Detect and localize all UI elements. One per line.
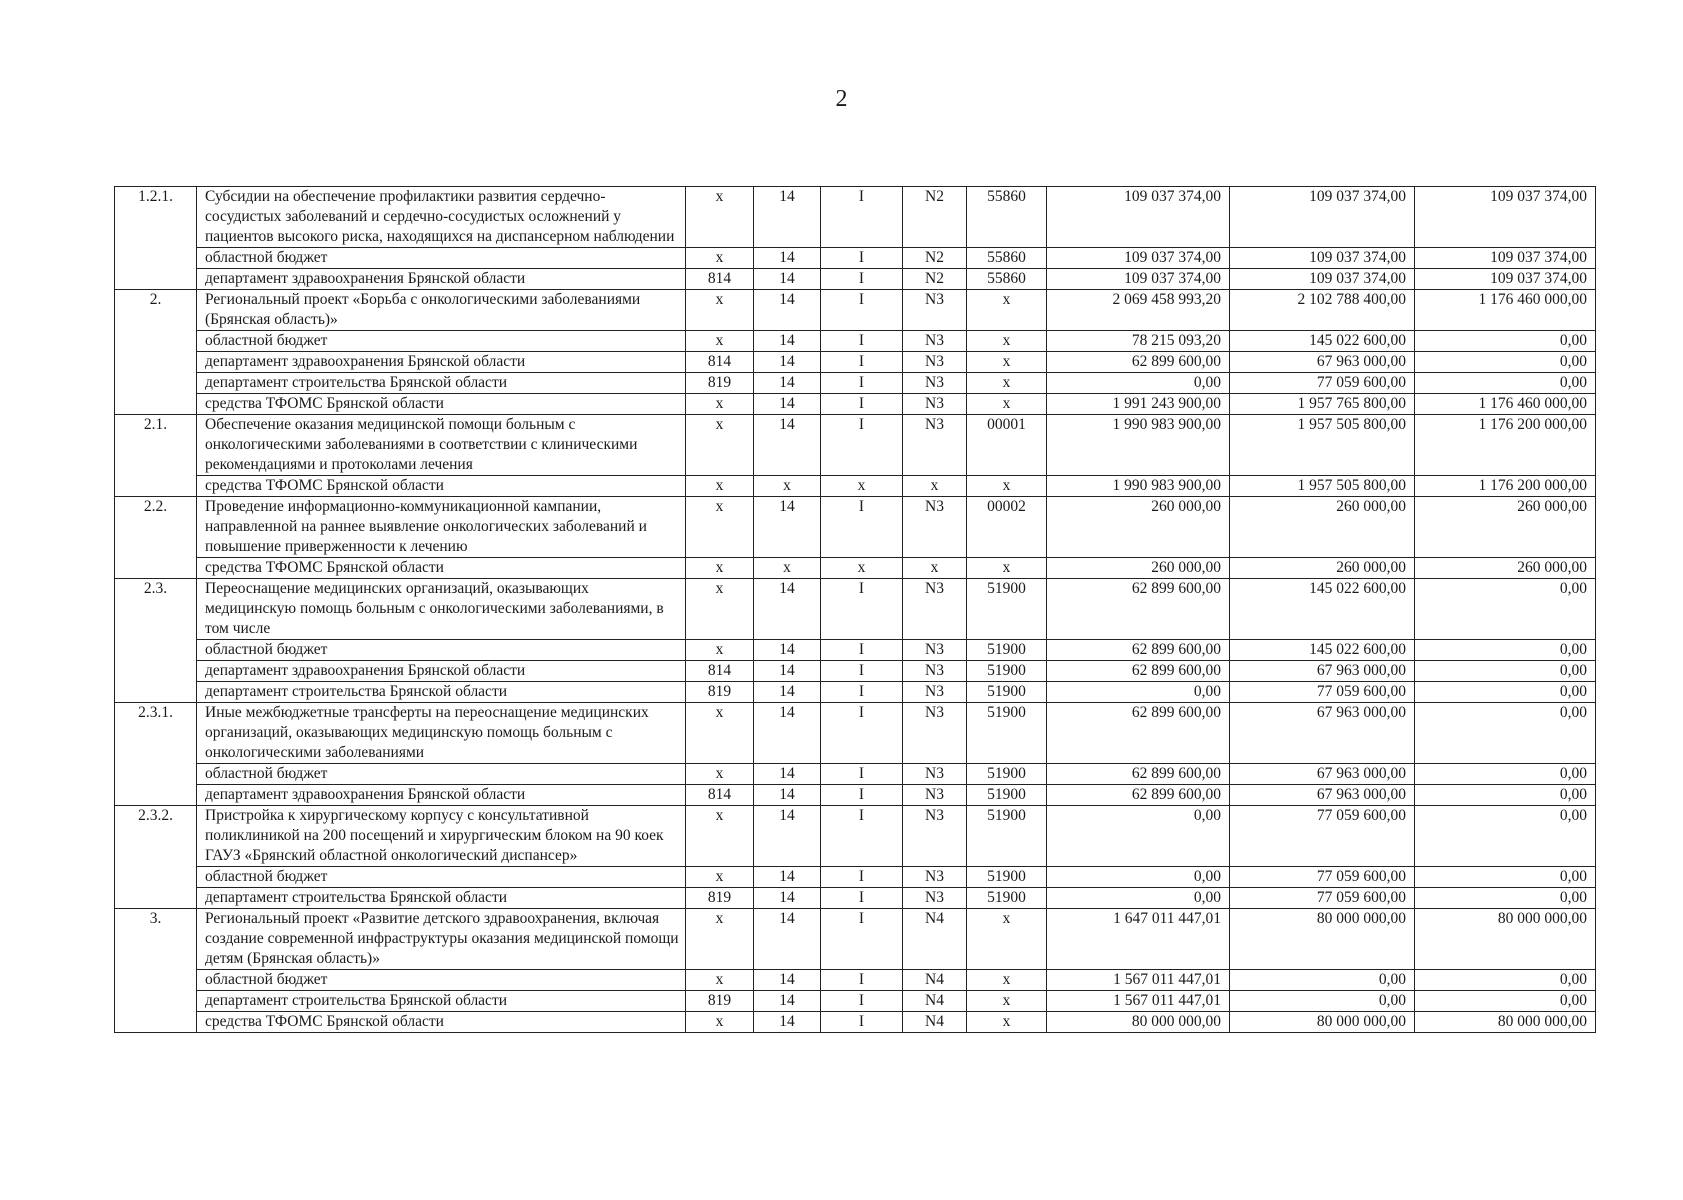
program-code-cell: I	[821, 497, 903, 558]
project-code-cell: N4	[903, 909, 967, 970]
table-row	[115, 867, 1596, 888]
section-code-cell: 14	[754, 970, 821, 991]
program-code-cell: I	[821, 331, 903, 352]
section-code-cell: 14	[754, 269, 821, 290]
direction-code-cell: 51900	[967, 806, 1047, 867]
direction-code-cell: х	[967, 352, 1047, 373]
program-code-cell: I	[821, 991, 903, 1012]
project-code-cell: N3	[903, 415, 967, 476]
item-number-cell: 2.3.1.	[115, 703, 197, 806]
amount-year3-cell: 1 176 460 000,00	[1415, 290, 1596, 331]
section-code-cell: 14	[754, 785, 821, 806]
section-code-cell: 14	[754, 352, 821, 373]
amount-year2-cell: 145 022 600,00	[1230, 640, 1415, 661]
gr-code-cell: х	[686, 579, 754, 640]
section-code-cell: 14	[754, 394, 821, 415]
table-row	[115, 331, 1596, 352]
gr-code-cell: х	[686, 640, 754, 661]
amount-year2-cell: 0,00	[1230, 991, 1415, 1012]
table-row	[115, 269, 1596, 290]
amount-year3-cell: 260 000,00	[1415, 497, 1596, 558]
direction-code-cell: 51900	[967, 682, 1047, 703]
gr-code-cell: х	[686, 558, 754, 579]
item-name-cell: Проведение информационно-коммуникационной кампании, направленной на раннее выявление онкологических заболеваний и повышение приверженности к лечению	[197, 497, 686, 558]
program-code-cell: I	[821, 394, 903, 415]
direction-code-cell: 00002	[967, 497, 1047, 558]
project-code-cell: N4	[903, 1012, 967, 1033]
amount-year1-cell: 1 647 011 447,01	[1047, 909, 1230, 970]
section-code-cell: 14	[754, 331, 821, 352]
item-number-cell: 2.	[115, 290, 197, 415]
section-code-cell: 14	[754, 290, 821, 331]
item-name-cell: областной бюджет	[197, 331, 686, 352]
project-code-cell: N3	[903, 785, 967, 806]
amount-year2-cell: 109 037 374,00	[1230, 187, 1415, 248]
table-row	[115, 682, 1596, 703]
amount-year3-cell: 0,00	[1415, 640, 1596, 661]
section-code-cell: 14	[754, 415, 821, 476]
amount-year2-cell: 67 963 000,00	[1230, 661, 1415, 682]
table-row	[115, 703, 1596, 764]
table-row	[115, 991, 1596, 1012]
amount-year2-cell: 77 059 600,00	[1230, 373, 1415, 394]
gr-code-cell: х	[686, 497, 754, 558]
section-code-cell: х	[754, 558, 821, 579]
direction-code-cell: 55860	[967, 248, 1047, 269]
project-code-cell: N3	[903, 497, 967, 558]
item-name-cell: департамент строительства Брянской области	[197, 991, 686, 1012]
amount-year1-cell: 62 899 600,00	[1047, 785, 1230, 806]
gr-code-cell: 814	[686, 269, 754, 290]
amount-year1-cell: 62 899 600,00	[1047, 579, 1230, 640]
item-name-cell: областной бюджет	[197, 867, 686, 888]
project-code-cell: х	[903, 476, 967, 497]
program-code-cell: I	[821, 785, 903, 806]
section-code-cell: 14	[754, 640, 821, 661]
program-code-cell: I	[821, 640, 903, 661]
direction-code-cell: х	[967, 331, 1047, 352]
item-name-cell: средства ТФОМС Брянской области	[197, 1012, 686, 1033]
direction-code-cell: х	[967, 970, 1047, 991]
amount-year2-cell: 77 059 600,00	[1230, 806, 1415, 867]
gr-code-cell: х	[686, 909, 754, 970]
program-code-cell: I	[821, 909, 903, 970]
gr-code-cell: х	[686, 331, 754, 352]
amount-year2-cell: 260 000,00	[1230, 558, 1415, 579]
amount-year1-cell: 109 037 374,00	[1047, 269, 1230, 290]
amount-year3-cell: 80 000 000,00	[1415, 909, 1596, 970]
amount-year2-cell: 77 059 600,00	[1230, 888, 1415, 909]
amount-year2-cell: 1 957 765 800,00	[1230, 394, 1415, 415]
amount-year2-cell: 67 963 000,00	[1230, 352, 1415, 373]
table-row	[115, 909, 1596, 970]
table-row	[115, 661, 1596, 682]
amount-year1-cell: 1 991 243 900,00	[1047, 394, 1230, 415]
section-code-cell: 14	[754, 764, 821, 785]
table-row	[115, 476, 1596, 497]
program-code-cell: I	[821, 682, 903, 703]
gr-code-cell: 819	[686, 888, 754, 909]
amount-year2-cell: 109 037 374,00	[1230, 269, 1415, 290]
program-code-cell: I	[821, 415, 903, 476]
gr-code-cell: х	[686, 970, 754, 991]
section-code-cell: 14	[754, 682, 821, 703]
item-number-cell: 2.3.2.	[115, 806, 197, 909]
table-row	[115, 394, 1596, 415]
direction-code-cell: х	[967, 558, 1047, 579]
amount-year1-cell: 260 000,00	[1047, 558, 1230, 579]
direction-code-cell: 51900	[967, 888, 1047, 909]
amount-year1-cell: 78 215 093,20	[1047, 331, 1230, 352]
program-code-cell: I	[821, 764, 903, 785]
amount-year2-cell: 80 000 000,00	[1230, 1012, 1415, 1033]
amount-year1-cell: 62 899 600,00	[1047, 661, 1230, 682]
item-number-cell: 3.	[115, 909, 197, 1033]
amount-year3-cell: 0,00	[1415, 806, 1596, 867]
direction-code-cell: 51900	[967, 661, 1047, 682]
amount-year3-cell: 1 176 460 000,00	[1415, 394, 1596, 415]
project-code-cell: N3	[903, 888, 967, 909]
project-code-cell: N3	[903, 806, 967, 867]
page-number: 2	[835, 86, 848, 112]
direction-code-cell: х	[967, 991, 1047, 1012]
amount-year3-cell: 0,00	[1415, 352, 1596, 373]
table-row	[115, 806, 1596, 867]
gr-code-cell: 819	[686, 682, 754, 703]
amount-year2-cell: 77 059 600,00	[1230, 682, 1415, 703]
item-name-cell: департамент здравоохранения Брянской области	[197, 661, 686, 682]
table-row	[115, 373, 1596, 394]
gr-code-cell: 819	[686, 991, 754, 1012]
section-code-cell: 14	[754, 187, 821, 248]
project-code-cell: N3	[903, 703, 967, 764]
program-code-cell: I	[821, 1012, 903, 1033]
item-name-cell: областной бюджет	[197, 248, 686, 269]
section-code-cell: 14	[754, 888, 821, 909]
item-name-cell: департамент строительства Брянской области	[197, 888, 686, 909]
amount-year3-cell: 0,00	[1415, 703, 1596, 764]
amount-year2-cell: 145 022 600,00	[1230, 331, 1415, 352]
section-code-cell: 14	[754, 806, 821, 867]
table-row	[115, 579, 1596, 640]
amount-year1-cell: 80 000 000,00	[1047, 1012, 1230, 1033]
program-code-cell: I	[821, 248, 903, 269]
section-code-cell: 14	[754, 579, 821, 640]
amount-year1-cell: 62 899 600,00	[1047, 640, 1230, 661]
project-code-cell: N3	[903, 764, 967, 785]
amount-year1-cell: 1 567 011 447,01	[1047, 970, 1230, 991]
gr-code-cell: х	[686, 703, 754, 764]
amount-year3-cell: 1 176 200 000,00	[1415, 415, 1596, 476]
amount-year1-cell: 1 990 983 900,00	[1047, 476, 1230, 497]
section-code-cell: 14	[754, 497, 821, 558]
table-row	[115, 640, 1596, 661]
item-name-cell: Иные межбюджетные трансферты на переоснащение медицинских организаций, оказывающих медицинскую помощь больным с онкологическими заболеваниями	[197, 703, 686, 764]
table-row	[115, 785, 1596, 806]
amount-year3-cell: 109 037 374,00	[1415, 269, 1596, 290]
direction-code-cell: 51900	[967, 867, 1047, 888]
project-code-cell: N3	[903, 394, 967, 415]
item-name-cell: Обеспечение оказания медицинской помощи больным с онкологическими заболеваниями в соответствии с клиническими рекомендациями и протоколами лечения	[197, 415, 686, 476]
direction-code-cell: х	[967, 909, 1047, 970]
table-row	[115, 497, 1596, 558]
project-code-cell: N3	[903, 331, 967, 352]
project-code-cell: N2	[903, 248, 967, 269]
item-name-cell: департамент строительства Брянской области	[197, 373, 686, 394]
table-row	[115, 415, 1596, 476]
amount-year2-cell: 67 963 000,00	[1230, 703, 1415, 764]
item-name-cell: Региональный проект «Борьба с онкологическими заболеваниями (Брянская область)»	[197, 290, 686, 331]
amount-year3-cell: 109 037 374,00	[1415, 248, 1596, 269]
project-code-cell: N3	[903, 373, 967, 394]
item-name-cell: Региональный проект «Развитие детского здравоохранения, включая создание современной инфраструктуры оказания медицинской помощи детям (Брянская область)»	[197, 909, 686, 970]
program-code-cell: х	[821, 476, 903, 497]
direction-code-cell: х	[967, 373, 1047, 394]
project-code-cell: N3	[903, 867, 967, 888]
table-row	[115, 187, 1596, 248]
amount-year3-cell: 0,00	[1415, 764, 1596, 785]
gr-code-cell: 814	[686, 352, 754, 373]
project-code-cell: N2	[903, 269, 967, 290]
project-code-cell: N2	[903, 187, 967, 248]
amount-year1-cell: 62 899 600,00	[1047, 703, 1230, 764]
amount-year1-cell: 62 899 600,00	[1047, 764, 1230, 785]
project-code-cell: N3	[903, 682, 967, 703]
direction-code-cell: 51900	[967, 640, 1047, 661]
program-code-cell: I	[821, 290, 903, 331]
amount-year1-cell: 1 567 011 447,01	[1047, 991, 1230, 1012]
table-row	[115, 290, 1596, 331]
table-row	[115, 970, 1596, 991]
item-number-cell: 2.2.	[115, 497, 197, 579]
amount-year3-cell: 260 000,00	[1415, 558, 1596, 579]
table-row	[115, 248, 1596, 269]
amount-year1-cell: 0,00	[1047, 888, 1230, 909]
amount-year1-cell: 109 037 374,00	[1047, 248, 1230, 269]
section-code-cell: 14	[754, 248, 821, 269]
item-name-cell: средства ТФОМС Брянской области	[197, 558, 686, 579]
amount-year2-cell: 109 037 374,00	[1230, 248, 1415, 269]
table-row	[115, 1012, 1596, 1033]
gr-code-cell: х	[686, 806, 754, 867]
program-code-cell: I	[821, 352, 903, 373]
gr-code-cell: х	[686, 248, 754, 269]
item-name-cell: средства ТФОМС Брянской области	[197, 394, 686, 415]
direction-code-cell: 55860	[967, 269, 1047, 290]
gr-code-cell: х	[686, 764, 754, 785]
program-code-cell: I	[821, 373, 903, 394]
direction-code-cell: 00001	[967, 415, 1047, 476]
item-name-cell: областной бюджет	[197, 764, 686, 785]
section-code-cell: 14	[754, 991, 821, 1012]
gr-code-cell: х	[686, 1012, 754, 1033]
section-code-cell: 14	[754, 703, 821, 764]
gr-code-cell: 814	[686, 661, 754, 682]
section-code-cell: 14	[754, 661, 821, 682]
direction-code-cell: х	[967, 290, 1047, 331]
program-code-cell: I	[821, 269, 903, 290]
amount-year2-cell: 1 957 505 800,00	[1230, 476, 1415, 497]
table-body	[115, 187, 1596, 1033]
item-name-cell: средства ТФОМС Брянской области	[197, 476, 686, 497]
amount-year1-cell: 62 899 600,00	[1047, 352, 1230, 373]
amount-year3-cell: 0,00	[1415, 888, 1596, 909]
program-code-cell: х	[821, 558, 903, 579]
item-number-cell: 1.2.1.	[115, 187, 197, 290]
item-name-cell: департамент здравоохранения Брянской области	[197, 269, 686, 290]
section-code-cell: 14	[754, 1012, 821, 1033]
amount-year3-cell: 0,00	[1415, 331, 1596, 352]
direction-code-cell: 51900	[967, 764, 1047, 785]
amount-year2-cell: 80 000 000,00	[1230, 909, 1415, 970]
direction-code-cell: х	[967, 1012, 1047, 1033]
budget-table	[114, 186, 1596, 1033]
amount-year3-cell: 0,00	[1415, 991, 1596, 1012]
program-code-cell: I	[821, 661, 903, 682]
item-name-cell: областной бюджет	[197, 970, 686, 991]
project-code-cell: N3	[903, 290, 967, 331]
amount-year2-cell: 67 963 000,00	[1230, 785, 1415, 806]
amount-year3-cell: 0,00	[1415, 661, 1596, 682]
amount-year3-cell: 0,00	[1415, 373, 1596, 394]
direction-code-cell: х	[967, 394, 1047, 415]
item-name-cell: департамент здравоохранения Брянской области	[197, 785, 686, 806]
gr-code-cell: 819	[686, 373, 754, 394]
amount-year1-cell: 0,00	[1047, 867, 1230, 888]
item-name-cell: Переоснащение медицинских организаций, оказывающих медицинскую помощь больным с онкологическими заболеваниями, в том числе	[197, 579, 686, 640]
amount-year1-cell: 0,00	[1047, 682, 1230, 703]
direction-code-cell: 51900	[967, 579, 1047, 640]
program-code-cell: I	[821, 579, 903, 640]
gr-code-cell: 814	[686, 785, 754, 806]
program-code-cell: I	[821, 970, 903, 991]
table-row	[115, 558, 1596, 579]
amount-year1-cell: 2 069 458 993,20	[1047, 290, 1230, 331]
gr-code-cell: х	[686, 476, 754, 497]
direction-code-cell: х	[967, 476, 1047, 497]
program-code-cell: I	[821, 187, 903, 248]
amount-year3-cell: 1 176 200 000,00	[1415, 476, 1596, 497]
gr-code-cell: х	[686, 290, 754, 331]
section-code-cell: 14	[754, 867, 821, 888]
item-name-cell: Пристройка к хирургическому корпусу с консультативной поликлиникой на 200 посещений и хирургическим блоком на 90 коек ГАУЗ «Брянский областной онкологический диспансер»	[197, 806, 686, 867]
item-name-cell: Субсидии на обеспечение профилактики развития сердечно-сосудистых заболеваний и сердечно-сосудистых осложнений у пациентов высокого риска, находящихся на диспансерном наблюдении	[197, 187, 686, 248]
amount-year1-cell: 260 000,00	[1047, 497, 1230, 558]
project-code-cell: N3	[903, 579, 967, 640]
amount-year1-cell: 109 037 374,00	[1047, 187, 1230, 248]
section-code-cell: х	[754, 476, 821, 497]
amount-year2-cell: 1 957 505 800,00	[1230, 415, 1415, 476]
gr-code-cell: х	[686, 415, 754, 476]
section-code-cell: 14	[754, 373, 821, 394]
gr-code-cell: х	[686, 187, 754, 248]
project-code-cell: N3	[903, 661, 967, 682]
table-row	[115, 888, 1596, 909]
section-code-cell: 14	[754, 909, 821, 970]
amount-year1-cell: 1 990 983 900,00	[1047, 415, 1230, 476]
project-code-cell: х	[903, 558, 967, 579]
table-row	[115, 352, 1596, 373]
amount-year2-cell: 67 963 000,00	[1230, 764, 1415, 785]
amount-year3-cell: 109 037 374,00	[1415, 187, 1596, 248]
project-code-cell: N4	[903, 970, 967, 991]
item-number-cell: 2.3.	[115, 579, 197, 703]
item-number-cell: 2.1.	[115, 415, 197, 497]
table-row	[115, 764, 1596, 785]
amount-year2-cell: 0,00	[1230, 970, 1415, 991]
gr-code-cell: х	[686, 394, 754, 415]
amount-year3-cell: 80 000 000,00	[1415, 1012, 1596, 1033]
amount-year2-cell: 145 022 600,00	[1230, 579, 1415, 640]
project-code-cell: N3	[903, 640, 967, 661]
program-code-cell: I	[821, 867, 903, 888]
amount-year2-cell: 2 102 788 400,00	[1230, 290, 1415, 331]
direction-code-cell: 55860	[967, 187, 1047, 248]
amount-year3-cell: 0,00	[1415, 682, 1596, 703]
direction-code-cell: 51900	[967, 785, 1047, 806]
direction-code-cell: 51900	[967, 703, 1047, 764]
program-code-cell: I	[821, 703, 903, 764]
project-code-cell: N4	[903, 991, 967, 1012]
item-name-cell: департамент строительства Брянской области	[197, 682, 686, 703]
amount-year2-cell: 260 000,00	[1230, 497, 1415, 558]
project-code-cell: N3	[903, 352, 967, 373]
program-code-cell: I	[821, 806, 903, 867]
amount-year1-cell: 0,00	[1047, 806, 1230, 867]
amount-year3-cell: 0,00	[1415, 785, 1596, 806]
item-name-cell: областной бюджет	[197, 640, 686, 661]
amount-year1-cell: 0,00	[1047, 373, 1230, 394]
amount-year3-cell: 0,00	[1415, 867, 1596, 888]
program-code-cell: I	[821, 888, 903, 909]
amount-year3-cell: 0,00	[1415, 970, 1596, 991]
item-name-cell: департамент здравоохранения Брянской области	[197, 352, 686, 373]
amount-year3-cell: 0,00	[1415, 579, 1596, 640]
gr-code-cell: х	[686, 867, 754, 888]
amount-year2-cell: 77 059 600,00	[1230, 867, 1415, 888]
